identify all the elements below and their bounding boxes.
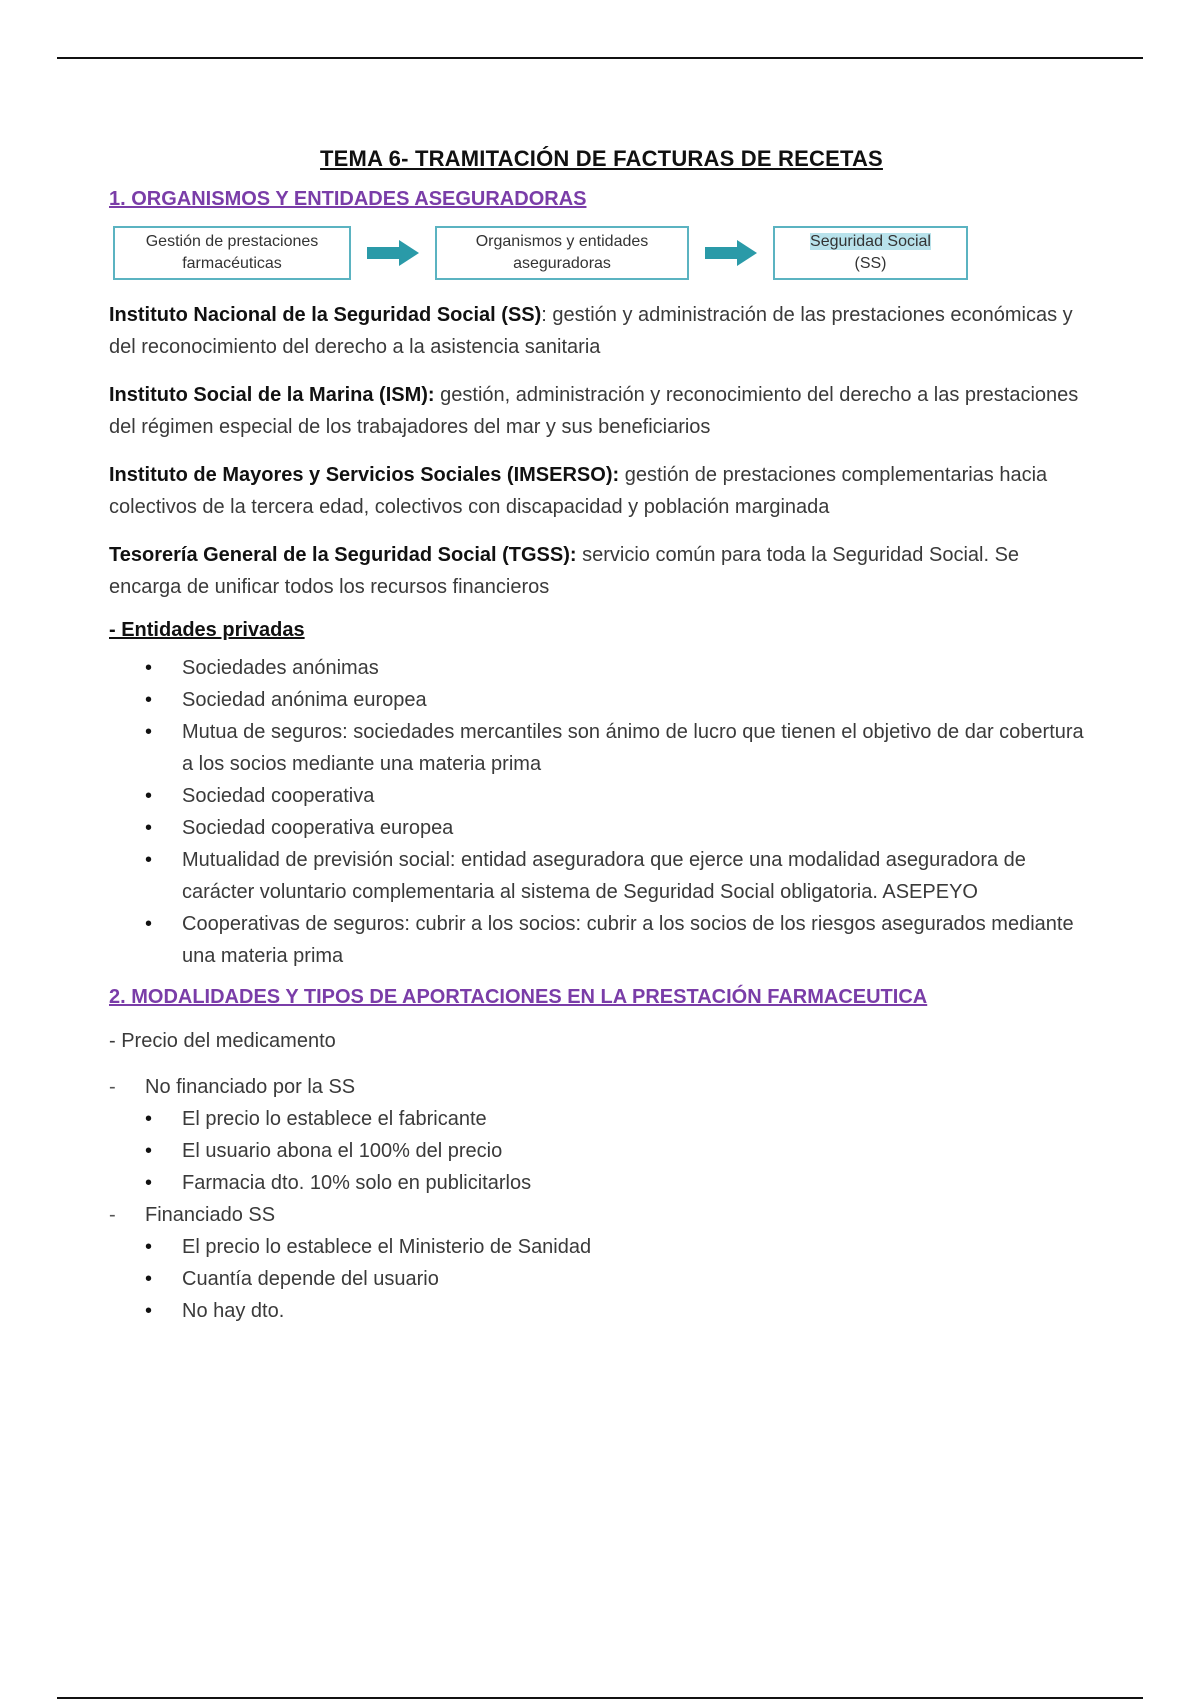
private-entities-list: [109, 652, 1094, 972]
list-item: • Cooperativas de seguros: cubrir a los socios: cubrir a los socios de los riesgos asegurados mediante una materia prima: [109, 908, 1094, 972]
list-item: • Farmacia dto. 10% solo en publicitarlos: [109, 1167, 1094, 1199]
entry-tgss: [109, 539, 1094, 603]
list-item: • No hay dto.: [109, 1295, 1094, 1327]
entry-text: servicio común para toda la Seguridad Social. Se encarga de unificar todos los recursos financieros: [109, 544, 1020, 598]
flow-diagram: [113, 223, 1094, 283]
right-arrow-icon: [689, 238, 773, 268]
flow-box-seguridad-social-line1: Seguridad Social: [810, 233, 931, 250]
price-intro: - Precio del medicamento: [109, 1030, 336, 1052]
entry-imserso: [109, 459, 1094, 523]
entry-term: Instituto Nacional de la Seguridad Social (SS): [109, 304, 542, 326]
document-body: [109, 146, 1094, 1327]
list-item: • Cuantía depende del usuario: [109, 1263, 1094, 1295]
group-no-financiado: [109, 1071, 1094, 1103]
entry-term: Tesorería General de la Seguridad Social (TGSS):: [109, 544, 577, 566]
list-item: • Sociedad anónima europea: [109, 684, 1094, 716]
entry-text: gestión de prestaciones complementarias hacia colectivos de la tercera edad, colectivos con discapacidad y población marginada: [109, 464, 1048, 518]
no-financiado-list: [109, 1103, 1094, 1199]
flow-box-organismos-line2: aseguradoras: [513, 255, 611, 272]
section-2-heading: 2. MODALIDADES Y TIPOS DE APORTACIONES EN LA PRESTACIÓN FARMACEUTICA: [109, 986, 928, 1008]
flow-box-gestion: [113, 226, 351, 280]
list-item: • El precio lo establece el fabricante: [109, 1103, 1094, 1135]
financiado-list: [109, 1231, 1094, 1327]
flow-box-seguridad-social: [773, 226, 968, 280]
entry-term: Instituto de Mayores y Servicios Sociales (IMSERSO):: [109, 464, 620, 486]
flow-box-gestion-line2: farmacéuticas: [182, 255, 282, 272]
entry-inss: [109, 299, 1094, 363]
bottom-rule: [57, 1697, 1143, 1699]
dash-marker: -: [109, 1204, 116, 1226]
list-item: • Mutualidad de previsión social: entidad aseguradora que ejerce una modalidad aseguradora de carácter voluntario complementaria al sistema de Seguridad Social obligatoria. ASEPEYO: [109, 844, 1094, 908]
entry-ism: [109, 379, 1094, 443]
list-item: • Sociedad cooperativa: [109, 780, 1094, 812]
dash-marker: -: [109, 1076, 116, 1098]
flow-box-organismos-line1: Organismos y entidades: [475, 233, 649, 250]
flow-box-organismos: [435, 226, 689, 280]
entry-text: gestión, administración y reconocimiento del derecho a las prestaciones del régimen especial de los trabajadores del mar y sus beneficiarios: [109, 384, 1079, 438]
top-rule: [57, 57, 1143, 59]
entry-term: Instituto Social de la Marina (ISM):: [109, 384, 435, 406]
list-item: • Mutua de seguros: sociedades mercantiles son ánimo de lucro que tienen el objetivo de dar cobertura a los socios mediante una materia prima: [109, 716, 1094, 780]
private-entities-heading: - Entidades privadas: [109, 619, 305, 641]
entry-text: : gestión y administración de las prestaciones económicas y del reconocimiento del derecho a la asistencia sanitaria: [109, 304, 1073, 358]
section-1-heading: 1. ORGANISMOS Y ENTIDADES ASEGURADORAS: [109, 188, 587, 210]
page-title: TEMA 6- TRAMITACIÓN DE FACTURAS DE RECETAS: [320, 146, 883, 171]
group-financiado: [109, 1199, 1094, 1231]
flow-box-gestion-line1: Gestión de prestaciones: [145, 233, 319, 250]
group-label: Financiado SS: [145, 1204, 276, 1226]
flow-box-seguridad-social-line2: (SS): [854, 255, 887, 272]
group-label: No financiado por la SS: [145, 1076, 356, 1098]
list-item: • El precio lo establece el Ministerio de Sanidad: [109, 1231, 1094, 1263]
list-item: • El usuario abona el 100% del precio: [109, 1135, 1094, 1167]
list-item: • Sociedad cooperativa europea: [109, 812, 1094, 844]
list-item: • Sociedades anónimas: [109, 652, 1094, 684]
right-arrow-icon: [351, 238, 435, 268]
